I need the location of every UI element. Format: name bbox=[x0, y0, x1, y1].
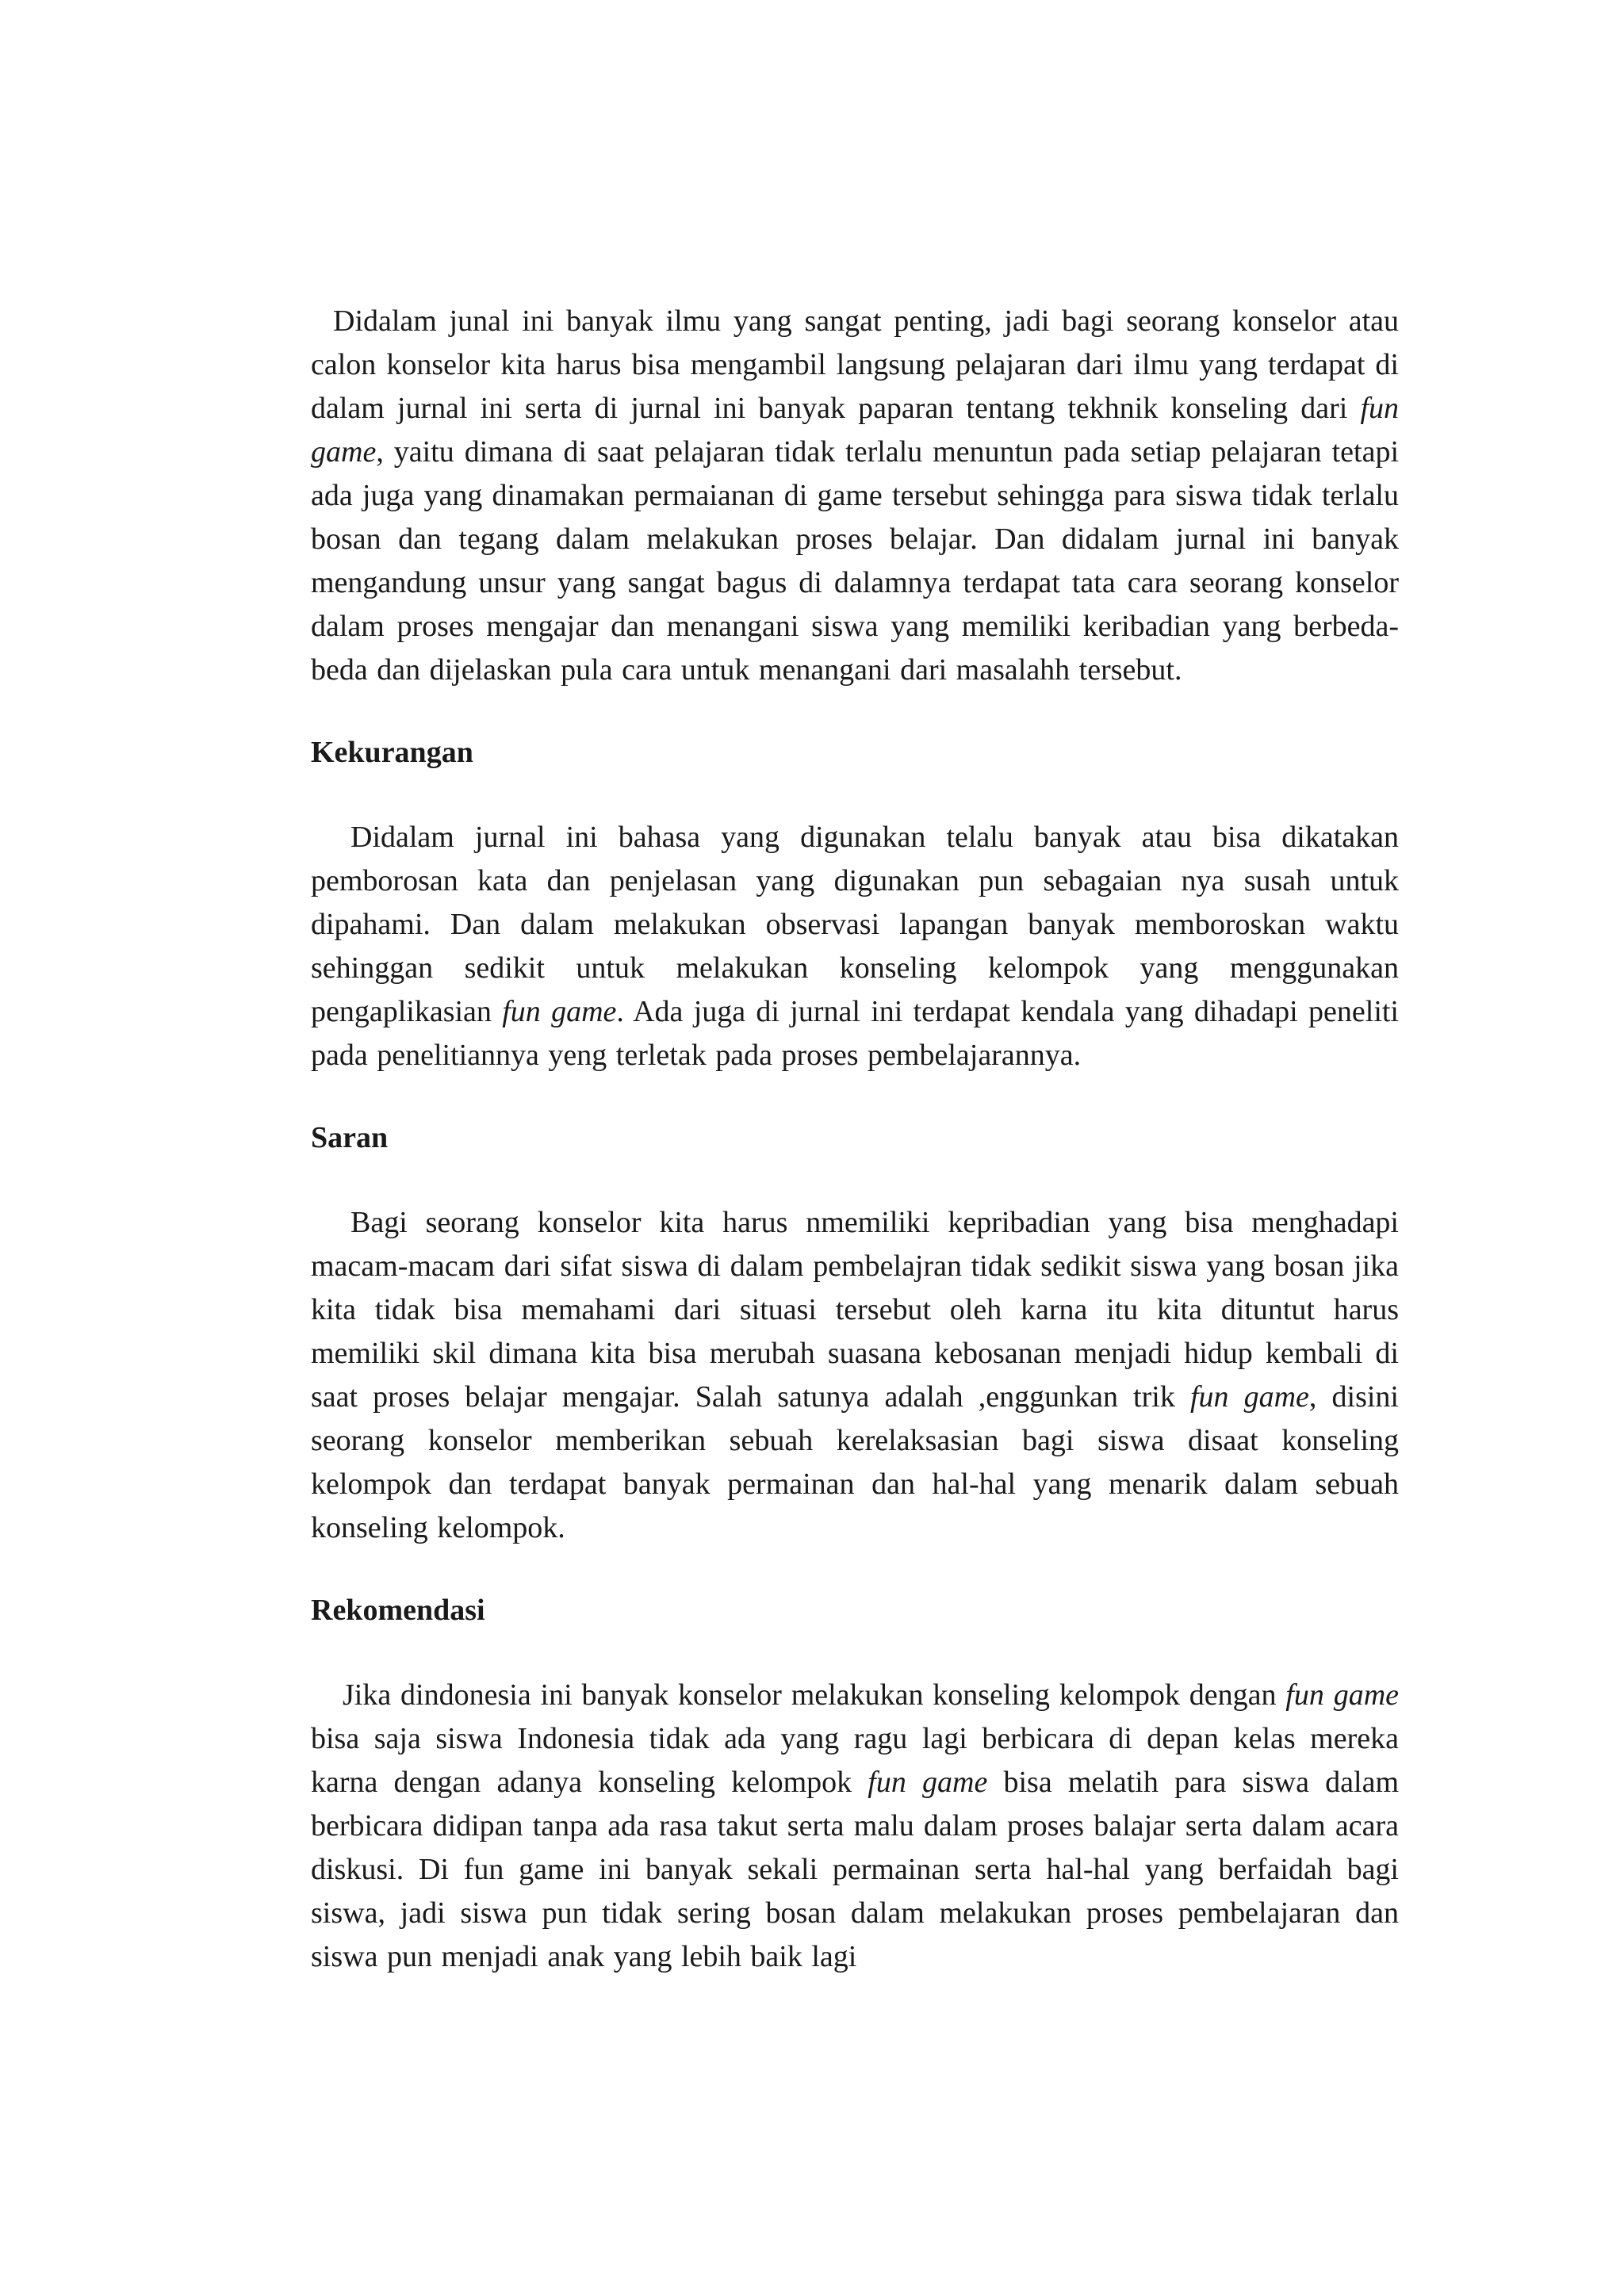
paragraph-kekurangan bbox=[311, 816, 1399, 1077]
paragraph-intro bbox=[311, 300, 1399, 692]
text-run: bisa melatih para siswa dalam berbicara didipan tanpa ada rasa takut serta malu dalam proses balajar serta dalam acara diskusi. Di fun game ini banyak sekali permainan serta hal-hal yang berfaidah bagi siswa, jadi siswa pun tidak sering bosan dalam melakukan proses pembelajaran dan siswa pun menjadi anak yang lebih baik lagi bbox=[311, 1766, 1399, 1973]
italic-term: fun game bbox=[311, 392, 1399, 469]
heading-gap bbox=[311, 1632, 1399, 1674]
text-run: Didalam junal ini banyak ilmu yang sangat penting, jadi bagi seorang konselor atau calon konselor kita harus bisa mengambil langsung pelajaran dari ilmu yang terdapat di dalam jurnal ini serta di jurnal ini banyak paparan tentang tekhnik konseling dari bbox=[311, 304, 1399, 425]
text-run: bisa saja siswa Indonesia tidak ada yang ragu lagi berbicara di depan kelas mereka karna dengan adanya konseling kelompok bbox=[311, 1722, 1399, 1799]
section-gap bbox=[311, 1077, 1399, 1116]
heading-gap bbox=[311, 1160, 1399, 1201]
document-page bbox=[311, 300, 1399, 1979]
paragraph-rekomendasi bbox=[311, 1674, 1399, 1979]
text-run: , yaitu dimana di saat pelajaran tidak terlalu menuntun pada setiap pelajaran tetapi ada juga yang dinamakan permaianan di game tersebut sehingga para siswa tidak terlalu bosan dan tegang dalam melakukan proses belajar. Dan didalam jurnal ini banyak mengandung unsur yang sangat bagus di dalamnya terdapat tata cara seorang konselor dalam proses mengajar dan menangani siswa yang memiliki keribadian yang berbeda-beda dan dijelaskan pula cara untuk menangani dari masalahh tersebut. bbox=[311, 435, 1399, 687]
text-run: . Ada juga di jurnal ini terdapat kendala yang dihadapi peneliti pada penelitiannya yeng terletak pada proses pembelajarannya. bbox=[311, 995, 1399, 1072]
heading-gap bbox=[311, 775, 1399, 816]
section-gap bbox=[311, 692, 1399, 731]
italic-term: fun game bbox=[868, 1766, 988, 1799]
italic-term: fun game bbox=[502, 995, 617, 1028]
italic-term: fun game bbox=[1285, 1678, 1399, 1712]
text-run: Bagi seorang konselor kita harus nmemiliki kepribadian yang bisa menghadapi macam-macam dari sifat siswa di dalam pembelajran tidak sedikit siswa yang bosan jika kita tidak bisa memahami dari situasi tersebut oleh karna itu kita dituntut harus memiliki skil dimana kita bisa merubah suasana kebosanan menjadi hidup kembali di saat proses belajar mengajar. Salah satunya adalah ,enggunkan trik bbox=[311, 1206, 1399, 1414]
section-gap bbox=[311, 1550, 1399, 1589]
text-run: Didalam jurnal ini bahasa yang digunakan telalu banyak atau bisa dikatakan pemborosan kata dan penjelasan yang digunakan pun sebagaian nya susah untuk dipahami. Dan dalam melakukan observasi lapangan banyak memboroskan waktu sehinggan sedikit untuk melakukan konseling kelompok yang menggunakan pengaplikasian bbox=[311, 821, 1399, 1028]
section-heading-rekomendasi: Rekomendasi bbox=[311, 1594, 485, 1627]
section-heading-kekurangan: Kekurangan bbox=[311, 736, 473, 769]
paragraph-saran bbox=[311, 1201, 1399, 1550]
italic-term: fun game bbox=[1189, 1380, 1309, 1414]
text-run: Jika dindonesia ini banyak konselor melakukan konseling kelompok dengan bbox=[343, 1678, 1286, 1712]
section-heading-saran: Saran bbox=[311, 1121, 389, 1154]
text-run: , disini seorang konselor memberikan sebuah kerelaksasian bagi siswa disaat konseling kelompok dan terdapat banyak permainan dan hal-hal yang menarik dalam sebuah konseling kelompok. bbox=[311, 1380, 1399, 1544]
